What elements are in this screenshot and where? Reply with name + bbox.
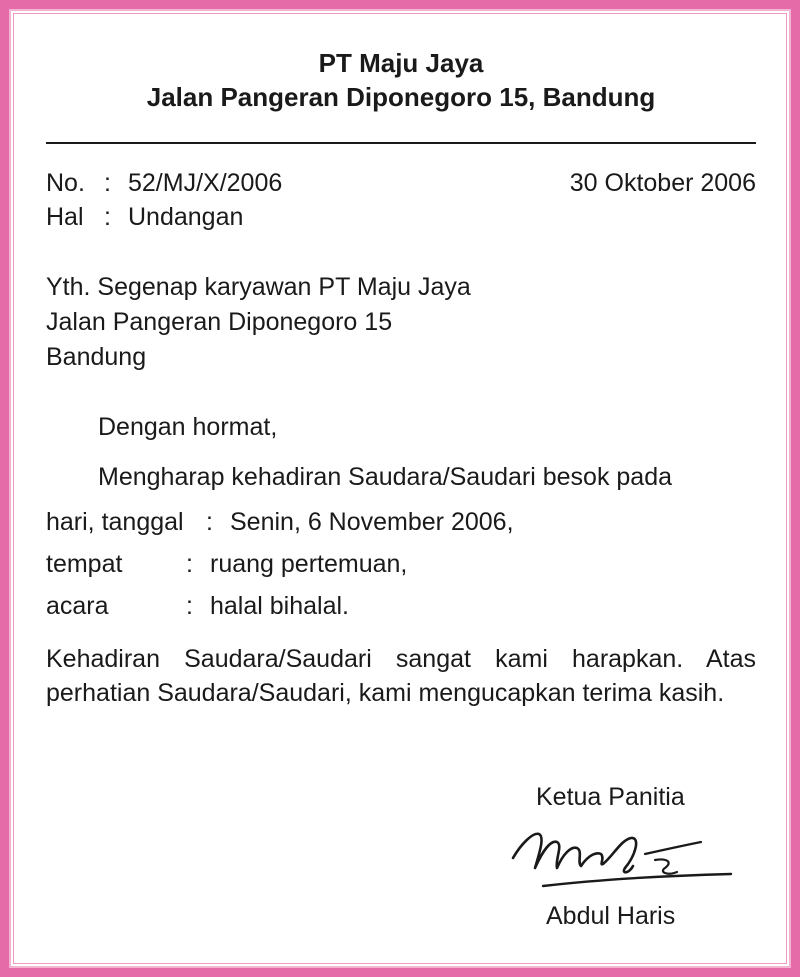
closing-paragraph: Kehadiran Saudara/Saudari sangat kami harapkan. Atas perhatian Saudara/Saudari, kami mengucapkan terima kasih. [46,645,756,707]
recipient-line: Yth. Segenap karyawan PT Maju Jaya [46,273,471,301]
number-colon: : [104,169,111,197]
company-address: Jalan Pangeran Diponegoro 15, Bandung [146,82,656,112]
detail-label-place: tempat [46,550,123,578]
detail-colon: : [186,550,193,578]
recipient-line: Jalan Pangeran Diponegoro 15 [46,308,393,336]
detail-colon: : [186,592,193,620]
detail-value-date: Senin, 6 November 2006, [230,508,514,536]
number-label: No. [46,169,85,197]
detail-colon: : [206,508,213,536]
intro-text: Mengharap kehadiran Saudara/Saudari besok pada [98,463,673,491]
recipient-line: Bandung [46,343,147,371]
subject-colon: : [104,203,111,231]
detail-value-event: halal bihalal. [210,592,349,620]
detail-label-event: acara [46,592,109,620]
number-value: 52/MJ/X/2006 [128,169,283,197]
signatory-title: Ketua Panitia [536,783,685,811]
letter-date: 30 Oktober 2006 [569,169,756,197]
subject-value: Undangan [128,203,244,231]
signatory-name: Abdul Haris [546,902,676,930]
company-name: PT Maju Jaya [318,48,484,78]
greeting: Dengan hormat, [98,413,278,441]
detail-label-date: hari, tanggal [46,508,184,536]
handwritten-signature [505,818,745,898]
detail-value-place: ruang pertemuan, [210,550,408,578]
subject-label: Hal [46,203,84,231]
letterhead-rule [46,142,756,144]
